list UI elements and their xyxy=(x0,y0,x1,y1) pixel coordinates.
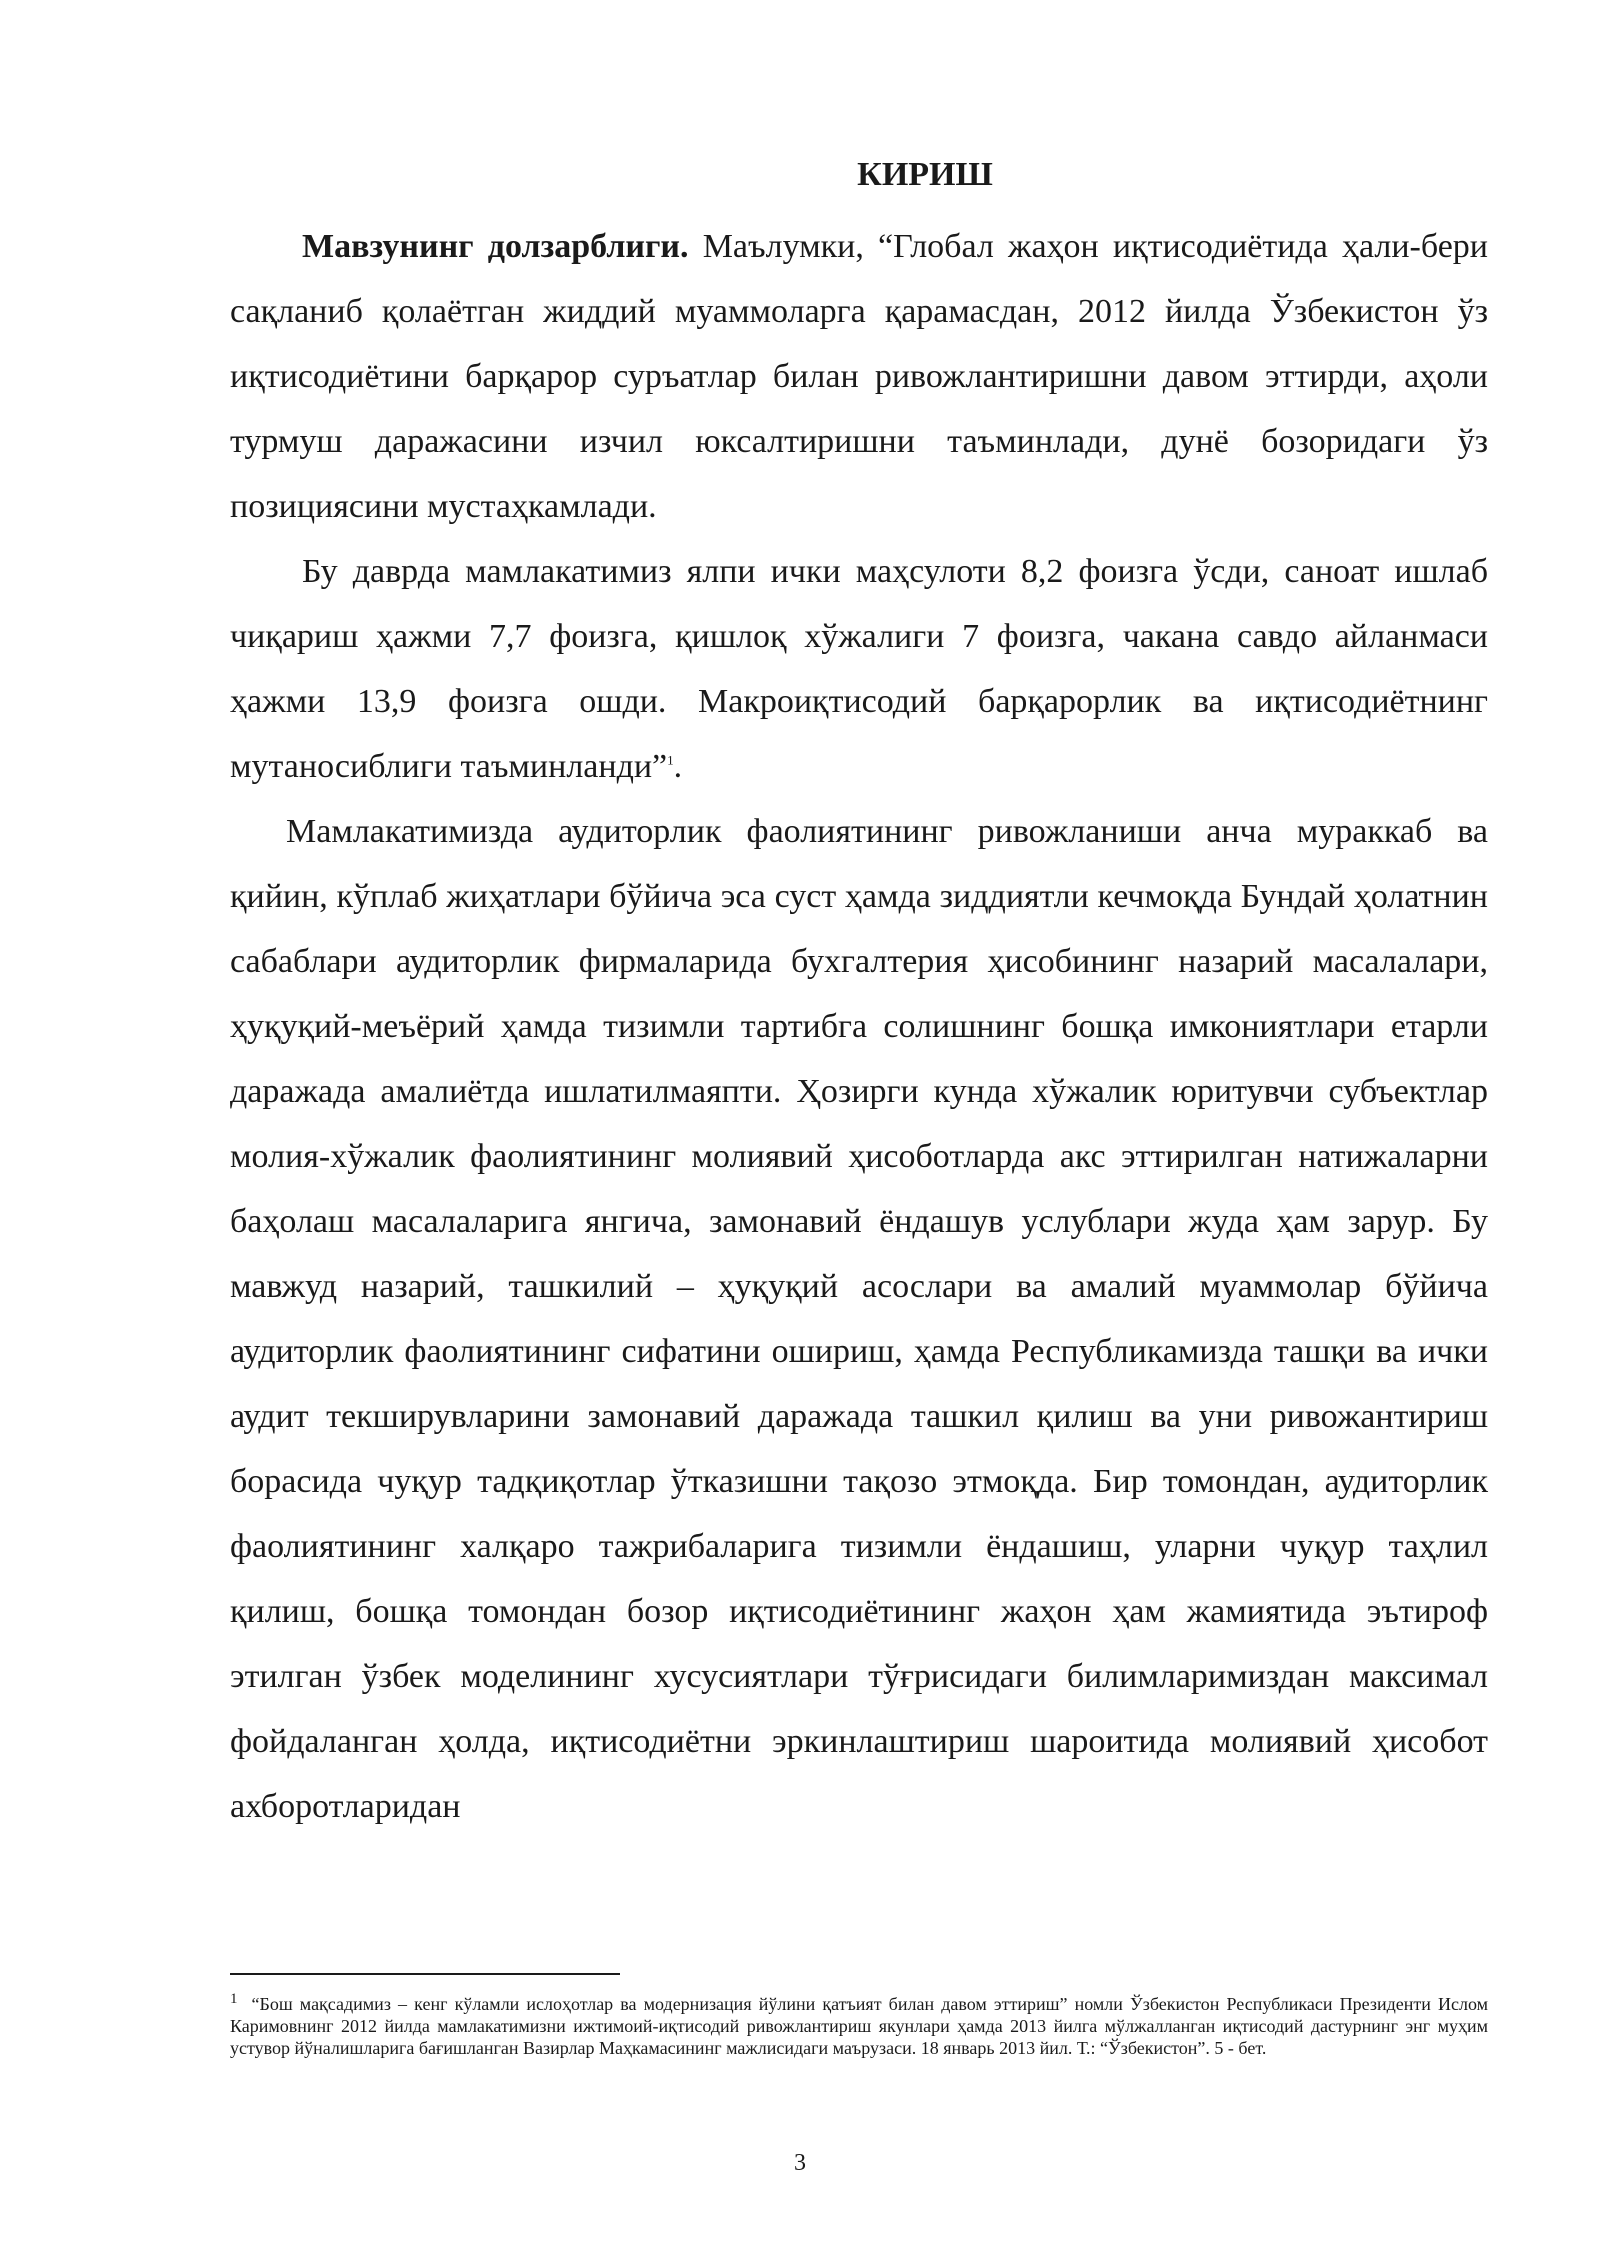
statistics-text: Бу даврда мамлакатимиз ялпи ички маҳсулоти 8,2 фоизга ўсди, саноат ишлаб чиқариш ҳажми 7,7 фоизга, қишлоқ хўжалиги 7 фоизга, чакана савдо айланмаси ҳажми 13,9 фоизга ошди. Макроиқтисодий барқарорлик ва иқтисодиётнинг мутаносиблиги таъминланди” xyxy=(230,553,1488,785)
relevance-lead: Мавзунинг долзарблиги. xyxy=(302,228,689,265)
statistics-end: . xyxy=(673,748,683,785)
footnote-separator xyxy=(230,1973,620,1975)
main-text xyxy=(230,152,1488,1839)
relevance-text: Маълумки, “Глобал жаҳон иқтисодиётида ҳали-бери сақланиб қолаётган жиддий муаммоларга қарамасдан, 2012 йилда Ўзбекистон ўз иқтисодиётини барқарор суръатлар билан ривожлантиришни давом эттирди, аҳоли турмуш даражасини изчил юксалтиришни таъминлади, дунё бозоридаги ўз позициясини мустаҳкамлади. xyxy=(230,228,1488,525)
paragraph-relevance xyxy=(230,214,1488,539)
footnote-text: “Бош мақсадимиз – кенг кўламли ислоҳотлар ва модернизация йўлини қатъият билан давом эттириш” номли Ўзбекистон Республикаси Президенти Ислом Каримовнинг 2012 йилда мамлакатимизни ижтимоий-иқтисодий ривожлантириш якунлари ҳамда 2013 йилга мўлжалланган иқтисодий дастурнинг энг муҳим устувор йўналишларига бағишланган Вазирлар Маҳкамасининг мажлисидаги маърузаси. 18 январь 2013 йил. Т.: “Ўзбекистон”. 5 - бет. xyxy=(230,1994,1488,2058)
footnote-number: 1 xyxy=(230,1991,238,2007)
page-title: КИРИШ xyxy=(857,156,993,193)
footnote-reference[interactable]: 1 xyxy=(667,752,674,768)
paragraph-statistics xyxy=(230,539,1488,799)
page-number: 3 xyxy=(794,2150,806,2176)
paragraph-audit: Мамлакатимизда аудиторлик фаолиятининг ривожланиши анча мураккаб ва қийин, кўплаб жиҳатлари бўйича эса суст ҳамда зиддиятли кечмоқда Бундай ҳолатнин сабаблари аудиторлик фирмаларида бухгалтерия ҳисобининг назарий масалалари, ҳуқуқий-меъёрий ҳамда тизимли тартибга солишнинг бошқа имкониятлари етарли даражада амалиётда ишлатилмаяпти. Ҳозирги кунда хўжалик юритувчи субъектлар молия-хўжалик фаолиятининг молиявий ҳисоботларда акс эттирилган натижаларни баҳолаш масалаларига янгича, замонавий ёндашув услублари жуда ҳам зарур. Бу мавжуд назарий, ташкилий – ҳуқуқий асослари ва амалий муаммолар бўйича аудиторлик фаолиятининг сифатини ошириш, ҳамда Республикамизда ташқи ва ички аудит текширувларини замонавий даражада ташкил қилиш ва уни ривожантириш борасида чуқур тадқиқотлар ўтказишни тақозо этмоқда. Бир томондан, аудиторлик фаолиятининг халқаро тажрибаларига тизимли ёндашиш, уларни чуқур таҳлил қилиш, бошқа томондан бозор иқтисодиётининг жаҳон ҳам жамиятида эътироф этилган ўзбек моделининг хусусиятлари тўғрисидаги билимларимиздан максимал фойдаланган ҳолда, иқтисодиётни эркинлаштириш шароитида молиявий ҳисобот ахборотларидан xyxy=(230,813,1488,1825)
footnote xyxy=(230,1993,1488,2059)
